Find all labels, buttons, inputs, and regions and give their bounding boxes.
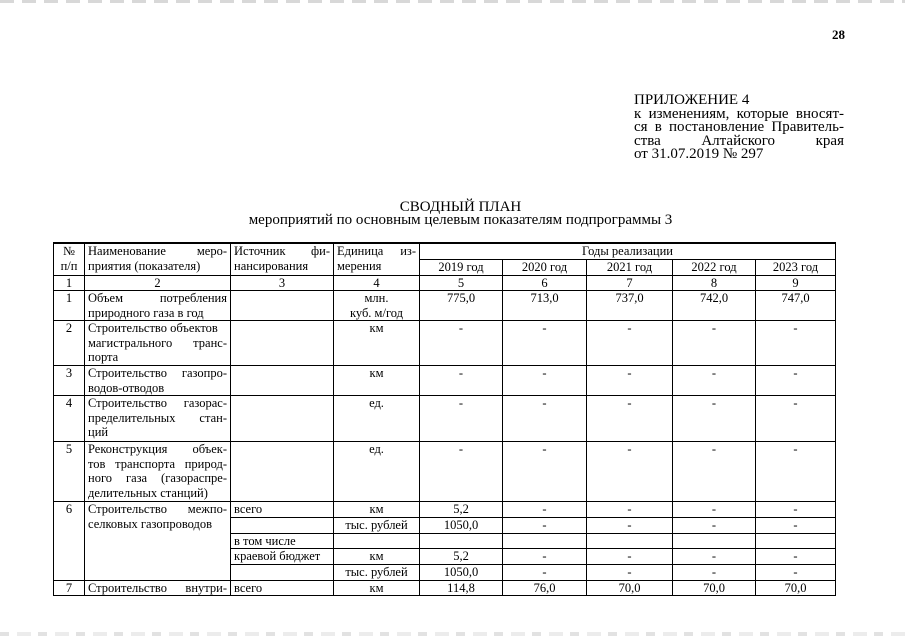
row-num: 2 [54, 321, 85, 366]
row-value: - [673, 517, 756, 533]
row-value: - [587, 366, 673, 396]
row-name: Строительство газопро- водов-отводов [85, 366, 231, 396]
row-value: 114,8 [420, 580, 503, 596]
appendix-line: ства Алтайского края [634, 132, 844, 149]
row-value: 1050,0 [420, 517, 503, 533]
row-unit [334, 533, 420, 549]
row-unit: км [334, 502, 420, 518]
row-name: Строительство межпо- селковых газопроводов [85, 502, 231, 581]
row-value: - [673, 442, 756, 502]
row-value: - [503, 321, 587, 366]
row-unit: млн. куб. м/год [334, 291, 420, 321]
header-source: Источник фи- нансирования [231, 243, 334, 275]
row-value: 713,0 [503, 291, 587, 321]
row-value: - [587, 549, 673, 565]
row-value: - [420, 396, 503, 442]
row-source: краевой бюджет [231, 549, 334, 565]
row-value: 70,0 [756, 580, 836, 596]
plan-subtitle: мероприятий по основным целевым показателям подпрограммы 3 [248, 212, 673, 228]
appendix-title: ПРИЛОЖЕНИЕ 4 [634, 92, 750, 108]
row-num: 7 [54, 580, 85, 596]
row-name: Строительство внутри- [85, 580, 231, 596]
scan-edge-bottom [0, 632, 905, 636]
row-value: - [503, 366, 587, 396]
row-value: - [756, 442, 836, 502]
row-value: - [587, 396, 673, 442]
header-year: 2019 год [420, 259, 503, 275]
summary-plan-table [53, 242, 836, 596]
row-value: 742,0 [673, 291, 756, 321]
header-num: № п/п [54, 243, 85, 275]
row-value: - [756, 366, 836, 396]
row-unit: км [334, 321, 420, 366]
column-number: 3 [231, 275, 334, 291]
appendix-line: к изменениям, которые вносят- [634, 105, 844, 122]
appendix-text [634, 105, 844, 162]
row-source: всего [231, 580, 334, 596]
row-value: - [420, 321, 503, 366]
header-row [54, 243, 836, 259]
header-year: 2023 год [756, 259, 836, 275]
header-unit: Единица из- мерения [334, 243, 420, 275]
row-source [231, 565, 334, 581]
column-number: 4 [334, 275, 420, 291]
row-source: всего [231, 502, 334, 518]
row-source [231, 442, 334, 502]
header-year: 2020 год [503, 259, 587, 275]
table-row [54, 366, 836, 396]
row-name: Реконструкция объек- тов транспорта природ- ного газа (газораспре- делительных станций) [85, 442, 231, 502]
row-value: - [673, 321, 756, 366]
table-row [54, 580, 836, 596]
row-value [587, 533, 673, 549]
row-value: - [756, 502, 836, 518]
scan-edge-top [0, 0, 905, 3]
row-name: Объем потребления природного газа в год [85, 291, 231, 321]
row-value: - [503, 442, 587, 502]
header-name: Наименование меро- приятия (показателя) [85, 243, 231, 275]
row-value: - [587, 442, 673, 502]
row-value: - [756, 549, 836, 565]
table-row [54, 291, 836, 321]
row-value: - [673, 549, 756, 565]
row-value: - [420, 366, 503, 396]
row-value: - [673, 396, 756, 442]
appendix-line: ся в постановление Правитель- [634, 119, 844, 135]
column-number: 6 [503, 275, 587, 291]
column-number: 8 [673, 275, 756, 291]
column-number: 9 [756, 275, 836, 291]
row-source: в том числе [231, 533, 334, 549]
row-value: 76,0 [503, 580, 587, 596]
row-value: - [503, 502, 587, 518]
row-source [231, 396, 334, 442]
row-value [420, 533, 503, 549]
row-value: - [587, 565, 673, 581]
row-num: 4 [54, 396, 85, 442]
row-source [231, 321, 334, 366]
header-years-group: Годы реализации [420, 243, 836, 259]
row-unit: ед. [334, 396, 420, 442]
header-year: 2022 год [673, 259, 756, 275]
row-source [231, 291, 334, 321]
row-value: - [756, 321, 836, 366]
appendix-line: от 31.07.2019 № 297 [634, 146, 764, 162]
appendix-block [634, 94, 844, 162]
table-row [54, 442, 836, 502]
row-value: 70,0 [673, 580, 756, 596]
row-value: - [420, 442, 503, 502]
row-value: 737,0 [587, 291, 673, 321]
row-value: 5,2 [420, 502, 503, 518]
row-value: 5,2 [420, 549, 503, 565]
row-num: 3 [54, 366, 85, 396]
row-num: 6 [54, 502, 85, 581]
row-unit: тыс. рублей [334, 565, 420, 581]
row-unit: км [334, 580, 420, 596]
row-value: 70,0 [587, 580, 673, 596]
row-value: - [756, 565, 836, 581]
row-unit: тыс. рублей [334, 517, 420, 533]
table-row [54, 321, 836, 366]
row-value: 1050,0 [420, 565, 503, 581]
page-number: 28 [832, 27, 845, 42]
table-row [54, 396, 836, 442]
row-value [503, 533, 587, 549]
row-value: - [587, 517, 673, 533]
plan-title: СВОДНЫЙ ПЛАН [399, 199, 522, 215]
row-unit: км [334, 366, 420, 396]
row-unit: ед. [334, 442, 420, 502]
row-value [673, 533, 756, 549]
row-value: - [673, 502, 756, 518]
row-value: - [503, 565, 587, 581]
row-num: 5 [54, 442, 85, 502]
row-value: - [587, 321, 673, 366]
header-year: 2021 год [587, 259, 673, 275]
row-value: - [756, 396, 836, 442]
table-row [54, 502, 836, 518]
row-value [756, 533, 836, 549]
column-number: 2 [85, 275, 231, 291]
row-value: - [587, 502, 673, 518]
row-value: - [673, 565, 756, 581]
row-value: - [503, 396, 587, 442]
row-num: 1 [54, 291, 85, 321]
row-value: - [756, 517, 836, 533]
row-value: 775,0 [420, 291, 503, 321]
column-number: 1 [54, 275, 85, 291]
row-source [231, 517, 334, 533]
row-unit: км [334, 549, 420, 565]
row-name: Строительство объектов магистрального транс- порта [85, 321, 231, 366]
row-value: - [503, 549, 587, 565]
row-value: - [503, 517, 587, 533]
row-value: 747,0 [756, 291, 836, 321]
column-number: 5 [420, 275, 503, 291]
column-number: 7 [587, 275, 673, 291]
row-name: Строительство газорас- пределительных стан- ций [85, 396, 231, 442]
row-value: - [673, 366, 756, 396]
row-source [231, 366, 334, 396]
column-number-row [54, 275, 836, 291]
